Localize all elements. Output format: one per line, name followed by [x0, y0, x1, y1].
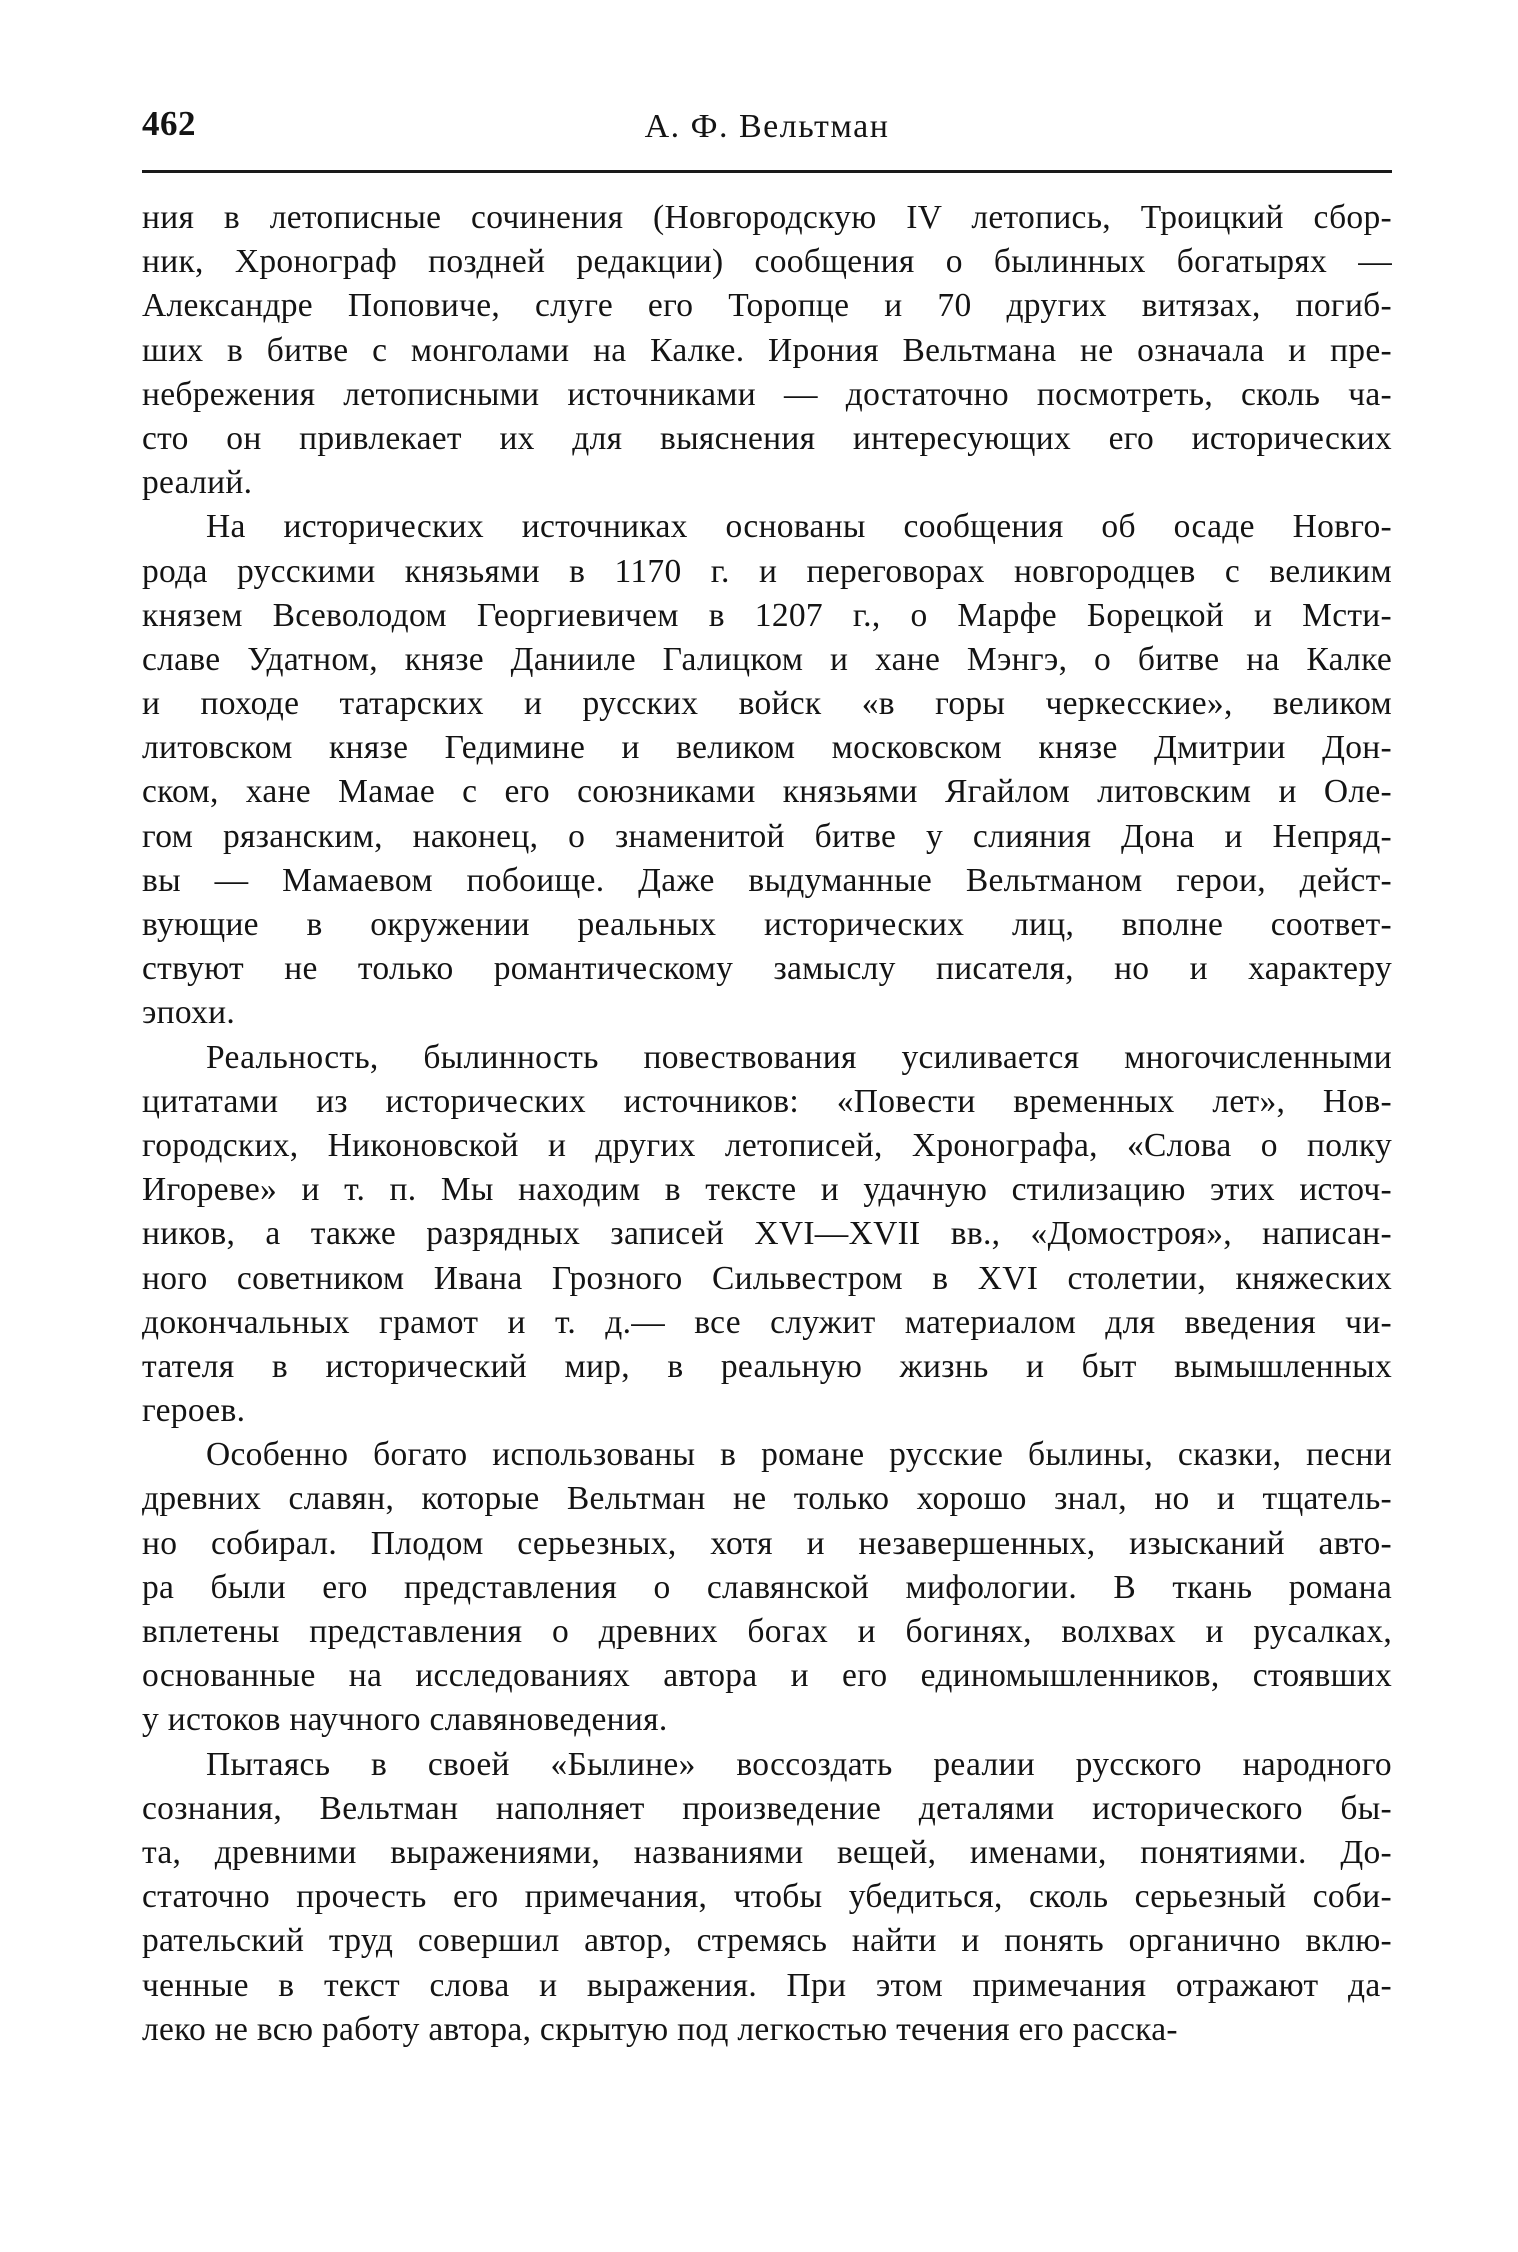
text-line: рода русскими князьями в 1170 г. и переговорах новгородцев с великим: [142, 552, 1392, 590]
text-line: На исторических источниках основаны сообщения об осаде Новго-: [206, 508, 1392, 546]
running-title: А. Ф. Вельтман: [644, 108, 890, 145]
text-line: леко не всю работу автора, скрытую под легкостью течения его расска-: [142, 2010, 1178, 2048]
text-line: цитатами из исторических источников: «Повести временных лет», Нов-: [142, 1082, 1392, 1120]
body-text: [142, 196, 1392, 2052]
text-line: вы — Мамаевом побоище. Даже выдуманные Вельтманом герои, дейст-: [142, 861, 1392, 899]
text-line: ного советником Ивана Грозного Сильвестром в XVI столетии, княжеских: [142, 1259, 1392, 1297]
page-number: 462: [142, 104, 196, 143]
text-line: ших в битве с монголами на Калке. Ирония Вельтмана не означала и пре-: [142, 331, 1392, 369]
text-line: вплетены представления о древних богах и богинях, волхвах и русалках,: [142, 1613, 1392, 1650]
paragraph: [142, 1433, 1392, 1742]
text-line: городских, Никоновской и других летописей, Хронографа, «Слова о полку: [142, 1126, 1392, 1164]
text-line: литовском князе Гедимине и великом московском князе Дмитрии Дон-: [142, 729, 1392, 767]
text-line: основанные на исследованиях автора и его единомышленников, стоявших: [142, 1657, 1392, 1695]
text-line: эпохи.: [142, 994, 236, 1032]
text-line: ченные в текст слова и выражения. При этом примечания отражают да-: [142, 1966, 1392, 2004]
text-line: Реальность, былинность повествования усиливается многочисленными: [206, 1038, 1392, 1076]
text-line: ствуют не только романтическому замыслу писателя, но и характеру: [142, 950, 1392, 988]
text-line: тателя в исторический мир, в реальную жизнь и быт вымышленных: [142, 1347, 1392, 1385]
text-line: у истоков научного славяноведения.: [142, 1701, 668, 1739]
text-line: статочно прочесть его примечания, чтобы убедиться, сколь серьезный соби-: [142, 1878, 1392, 1916]
text-line: князем Всеволодом Георгиевичем в 1207 г., о Марфе Борецкой и Мсти-: [142, 596, 1392, 634]
text-line: Пытаясь в своей «Былине» воссоздать реалии русского народного: [206, 1745, 1392, 1783]
header-rule: [142, 170, 1392, 173]
text-line: Игореве» и т. п. Мы находим в тексте и удачную стилизацию этих источ-: [142, 1171, 1392, 1209]
page-header: [142, 104, 1392, 170]
text-line: ском, хане Мамае с его союзниками князьями Ягайлом литовским и Оле-: [142, 773, 1392, 811]
text-line: сознания, Вельтман наполняет произведение деталями исторического бы-: [142, 1789, 1392, 1827]
text-line: небрежения летописными источниками — достаточно посмотреть, сколь ча-: [142, 375, 1392, 413]
text-line: но собирал. Плодом серьезных, хотя и незавершенных, изысканий авто-: [142, 1524, 1392, 1562]
text-line: и походе татарских и русских войск «в горы черкесские», великом: [142, 685, 1392, 723]
text-line: древних славян, которые Вельтман не только хорошо знал, но и тщатель-: [142, 1480, 1392, 1518]
paragraph: [142, 505, 1392, 1035]
text-line: Александре Поповиче, слуге его Торопце и 70 других витязах, погиб-: [142, 287, 1392, 325]
text-line: ра были его представления о славянской мифологии. В ткань романа: [142, 1568, 1392, 1606]
paragraph: [142, 196, 1392, 505]
text-line: героев.: [142, 1392, 246, 1430]
text-line: докончальных грамот и т. д.— все служит материалом для введения чи-: [142, 1303, 1392, 1341]
text-line: ник, Хронограф поздней редакции) сообщения о былинных богатырях —: [142, 243, 1392, 281]
text-line: гом рязанским, наконец, о знаменитой битве у слияния Дона и Непряд-: [142, 817, 1392, 855]
paragraph: [142, 1743, 1392, 2052]
paragraph: [142, 1036, 1392, 1434]
text-line: славе Удатном, князе Данииле Галицком и хане Мэнгэ, о битве на Калке: [142, 640, 1392, 678]
text-line: ния в летописные сочинения (Новгородскую IV летопись, Троицкий сбор-: [142, 199, 1392, 236]
text-line: Особенно богато использованы в романе русские былины, сказки, песни: [206, 1436, 1392, 1474]
text-line: сто он привлекает их для выяснения интересующих его исторических: [142, 419, 1392, 457]
text-line: рательский труд совершил автор, стремясь найти и понять органично вклю-: [142, 1922, 1392, 1960]
text-line: ников, а также разрядных записей XVI—XVII вв., «Домостроя», написан-: [142, 1215, 1392, 1253]
text-line: реалий.: [142, 464, 253, 502]
text-line: вующие в окружении реальных исторических лиц, вполне соответ-: [142, 906, 1392, 943]
text-line: та, древними выражениями, названиями вещей, именами, понятиями. До-: [142, 1833, 1392, 1871]
